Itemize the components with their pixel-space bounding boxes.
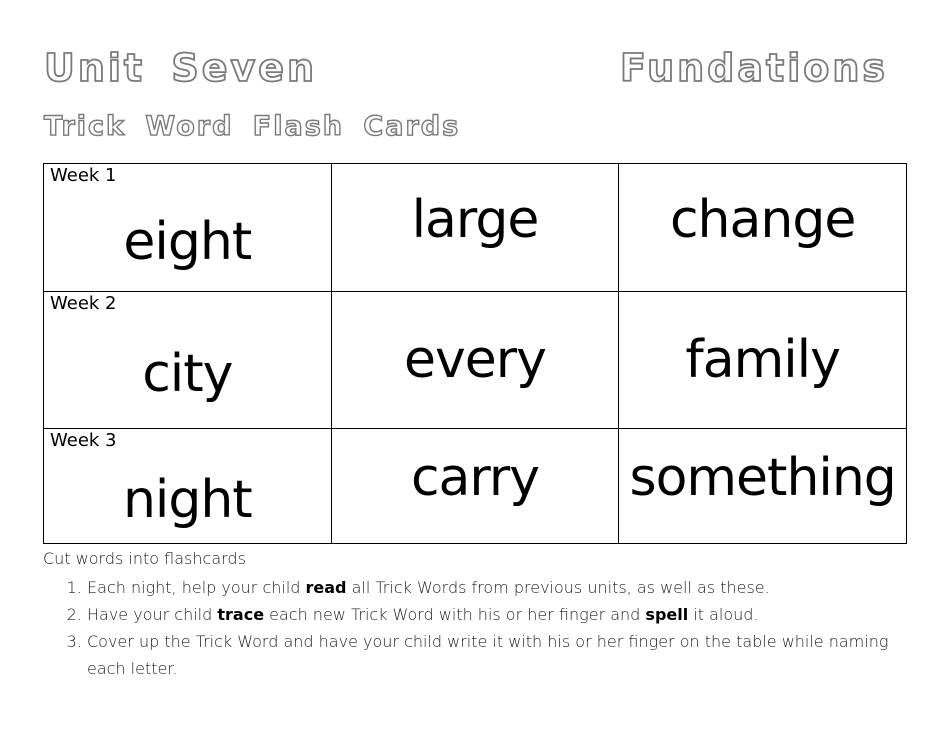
flash-card — [44, 292, 332, 429]
program-title: Fundations — [620, 46, 888, 90]
step-keyword: spell — [645, 605, 689, 624]
step-text: Each night, help your child — [87, 578, 306, 597]
week-row-3 — [44, 429, 907, 544]
flash-card — [331, 164, 619, 292]
flash-card — [44, 429, 332, 544]
instructions-intro: Cut words into flashcards — [43, 549, 246, 568]
trick-word: family — [685, 330, 840, 390]
step-text: it aloud. — [688, 605, 759, 624]
instructions — [43, 549, 903, 682]
page-subtitle: Trick Word Flash Cards — [44, 111, 461, 142]
step-keyword: trace — [217, 605, 265, 624]
instruction-step — [87, 601, 903, 628]
week-row-2 — [44, 292, 907, 429]
week-label: Week 1 — [50, 165, 117, 186]
step-text: Have your child — [87, 605, 218, 624]
step-text: each new Trick Word with his or her finger and — [264, 605, 646, 624]
week-label: Week 3 — [50, 430, 117, 451]
trick-word: carry — [410, 448, 540, 508]
flash-card — [619, 292, 907, 429]
flash-card-grid — [43, 163, 907, 544]
instruction-step: 3. Cover up the Trick Word and have your child write it with his or her finger on the table while naming each letter. — [87, 628, 903, 682]
trick-word: large — [411, 189, 539, 250]
trick-word: eight — [123, 211, 252, 272]
flash-card — [331, 429, 619, 544]
step-text: all Trick Words from previous units, as well as these. — [346, 578, 770, 597]
unit-title: Unit Seven — [44, 46, 318, 90]
trick-word: change — [669, 189, 856, 250]
step-keyword: read — [305, 578, 347, 597]
flash-card — [619, 164, 907, 292]
flash-card — [331, 292, 619, 429]
trick-word: city — [142, 344, 233, 404]
instructions-list — [43, 574, 903, 682]
week-row-1 — [44, 164, 907, 292]
week-label: Week 2 — [50, 293, 117, 314]
trick-word: something — [629, 448, 896, 508]
flash-card — [619, 429, 907, 544]
trick-word: night — [122, 470, 252, 530]
instruction-step — [87, 574, 903, 601]
trick-word: every — [404, 330, 546, 390]
flash-card — [44, 164, 332, 292]
